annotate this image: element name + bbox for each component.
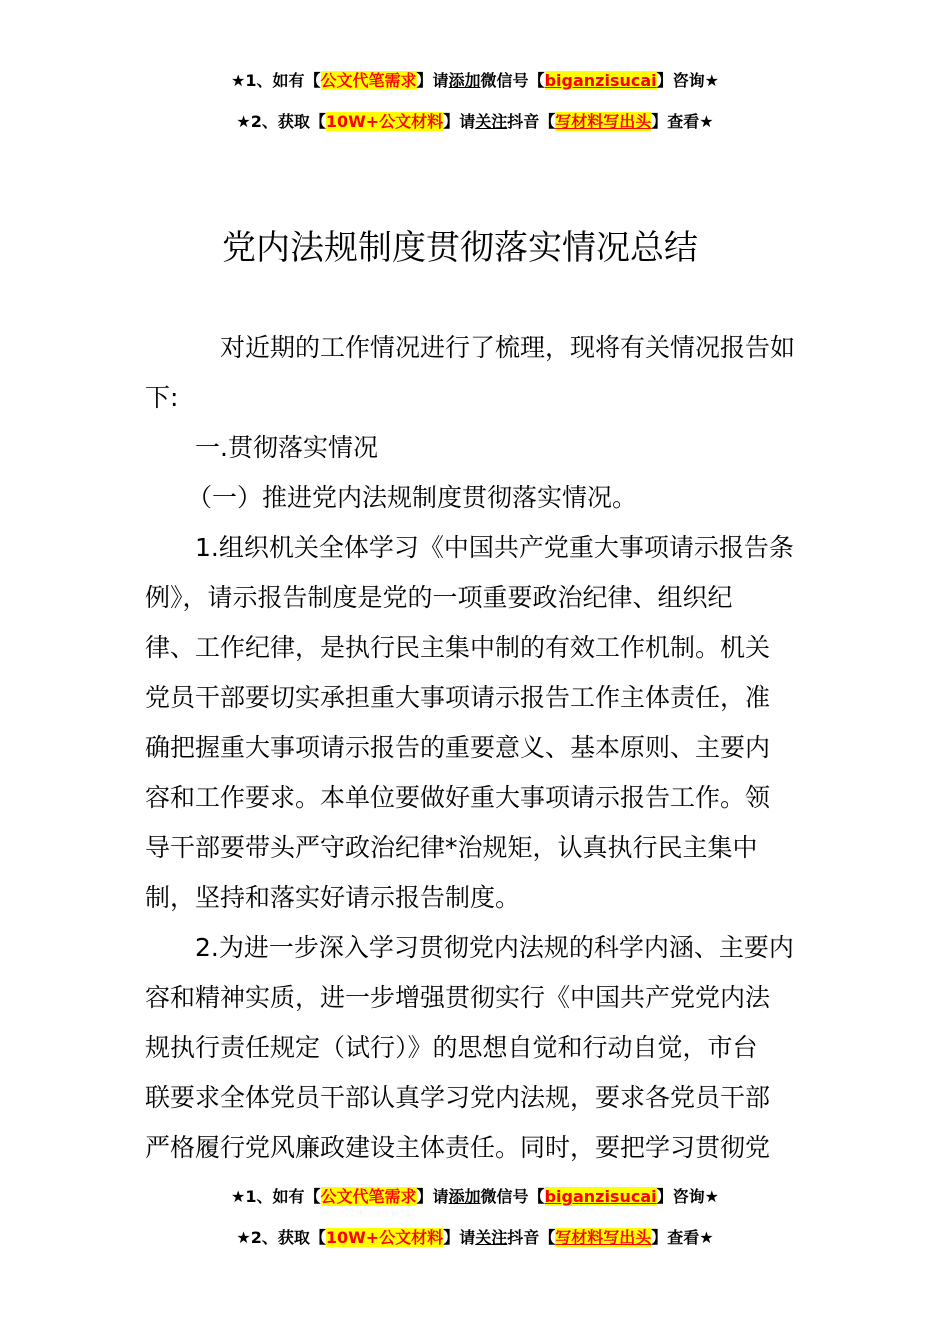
text-line: 联要求全体党员干部认真学习党内法规，要求各党员干部 [145,1083,771,1112]
promo-text: 】查看★ [651,112,714,131]
promo-text: 】请 [443,112,476,131]
text-line: 容和工作要求。本单位要做好重大事项请示报告工作。领 [145,783,771,812]
promo-text: 】咨询★ [656,1187,719,1206]
promo-text: ★1、如有【 [231,71,321,90]
item-2-paragraph [145,923,810,1173]
promo-text: 抖音【 [507,1228,556,1247]
promo-underlined: 添加 [448,71,481,90]
text-line: 一.贯彻落实情况 [195,433,378,462]
text-line: 导干部要带头严守政治纪律*治规矩，认真执行民主集中 [145,833,758,862]
promo-text: 】请 [416,1187,449,1206]
text-line: 例》，请示报告制度是党的一项重要政治纪律、组织纪 [145,583,733,612]
wechat-id-link[interactable]: biganzisucai [544,71,657,90]
header-promo-line-2 [0,111,950,133]
document-body [145,323,810,1173]
text-line: 对近期的工作情况进行了梳理，现将有关情况报告如 [220,333,796,362]
header-promo-line-1 [0,70,950,92]
footer-promo-line-1 [0,1186,950,1208]
promo-text: 】请 [416,71,449,90]
promo-underlined: 关注 [475,1228,508,1247]
text-line: 制，坚持和落实好请示报告制度。 [145,883,521,912]
promo-text: ★1、如有【 [231,1187,321,1206]
document-title: 党内法规制度贯彻落实情况总结 [222,228,698,268]
footer-promo-line-2 [0,1227,950,1249]
text-line: （一）推进党内法规制度贯彻落实情况。 [187,483,638,512]
promo-text: 】请 [443,1228,476,1247]
promo-highlight: 公文代笔需求 [320,1187,417,1206]
item-1-paragraph [145,523,810,923]
text-line: 下: [145,383,179,412]
promo-text: ★2、获取【 [236,112,326,131]
intro-paragraph [145,323,810,423]
text-line: 党员干部要切实承担重大事项请示报告工作主体责任，准 [145,683,771,712]
section-heading [145,423,810,473]
promo-highlight: 10W+公文材料 [325,112,444,131]
promo-underlined: 关注 [475,112,508,131]
promo-text: 抖音【 [507,112,556,131]
douyin-account-link[interactable]: 写材料写出头 [555,1228,652,1247]
subsection-heading [145,473,810,523]
promo-text: 】查看★ [651,1228,714,1247]
text-line: 严格履行党风廉政建设主体责任。同时，要把学习贯彻党 [145,1133,771,1162]
promo-text: 微信号【 [480,71,545,90]
text-line: 1.组织机关全体学习《中国共产党重大事项请示报告条 [195,533,794,562]
promo-highlight: 公文代笔需求 [320,71,417,90]
promo-text: 】咨询★ [656,71,719,90]
text-line: 容和精神实质，进一步增强贯彻实行《中国共产党党内法 [145,983,771,1012]
wechat-id-link[interactable]: biganzisucai [544,1187,657,1206]
text-line: 2.为进一步深入学习贯彻党内法规的科学内涵、主要内 [195,933,794,962]
text-line: 确把握重大事项请示报告的重要意义、基本原则、主要内 [145,733,771,762]
promo-text: 微信号【 [480,1187,545,1206]
promo-highlight: 10W+公文材料 [325,1228,444,1247]
promo-text: ★2、获取【 [236,1228,326,1247]
douyin-account-link[interactable]: 写材料写出头 [555,112,652,131]
text-line: 规执行责任规定（试行）》的思想自觉和行动自觉，市台 [145,1033,758,1062]
promo-underlined: 添加 [448,1187,481,1206]
text-line: 律、工作纪律，是执行民主集中制的有效工作机制。机关 [145,633,771,662]
